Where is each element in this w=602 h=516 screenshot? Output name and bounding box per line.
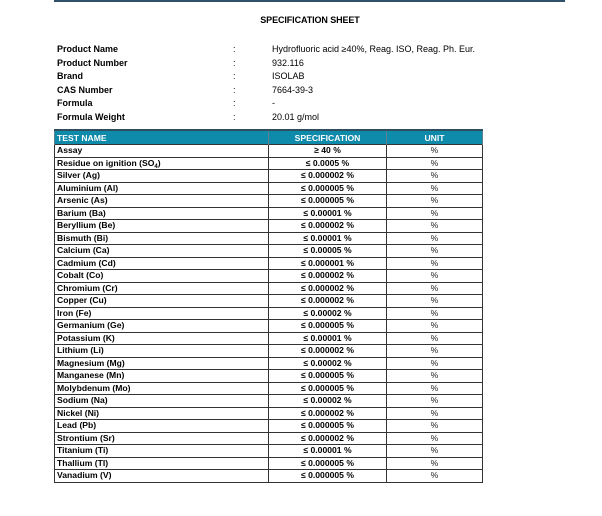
cell-test-name bbox=[55, 220, 269, 233]
table-row bbox=[55, 182, 483, 195]
info-separator: : bbox=[233, 57, 236, 68]
test-name-text: Lead (Pb) bbox=[57, 420, 97, 431]
cell-unit: % bbox=[387, 257, 483, 270]
info-value: 932.116 bbox=[272, 57, 304, 68]
table-row bbox=[55, 220, 483, 233]
cell-specification: ≤ 0.000002 % bbox=[269, 270, 387, 283]
cell-specification: ≤ 0.000002 % bbox=[269, 220, 387, 233]
test-name-text: Residue on ignition (SO bbox=[57, 157, 155, 168]
info-separator: : bbox=[233, 44, 236, 54]
cell-unit: % bbox=[387, 170, 483, 183]
table-row bbox=[55, 245, 483, 258]
cell-unit: % bbox=[387, 282, 483, 295]
table-row bbox=[55, 420, 483, 433]
table-row bbox=[55, 407, 483, 420]
cell-specification: ≤ 0.000002 % bbox=[269, 345, 387, 358]
test-name-text: Copper (Cu) bbox=[57, 295, 107, 306]
cell-unit: % bbox=[387, 182, 483, 195]
info-separator: : bbox=[233, 98, 236, 108]
info-value: - bbox=[272, 98, 275, 108]
cell-test-name bbox=[55, 145, 269, 158]
cell-test-name bbox=[55, 457, 269, 470]
specification-table bbox=[54, 129, 483, 483]
table-body bbox=[55, 145, 483, 483]
cell-test-name bbox=[55, 245, 269, 258]
table-row bbox=[55, 195, 483, 208]
info-separator: : bbox=[233, 84, 236, 95]
table-row bbox=[55, 232, 483, 245]
cell-unit: % bbox=[387, 232, 483, 245]
cell-specification: ≤ 0.000005 % bbox=[269, 182, 387, 195]
cell-specification: ≤ 0.00002 % bbox=[269, 357, 387, 370]
cell-unit: % bbox=[387, 157, 483, 170]
test-name-text: Strontium (Sr) bbox=[57, 432, 115, 443]
table-row bbox=[55, 307, 483, 320]
cell-test-name bbox=[55, 332, 269, 345]
table-row bbox=[55, 470, 483, 483]
table-row bbox=[55, 370, 483, 383]
info-value: ISOLAB bbox=[272, 71, 305, 81]
cell-test-name bbox=[55, 445, 269, 458]
test-name-text: Beryllium (Be) bbox=[57, 220, 116, 231]
test-name-text: Titanium (Ti) bbox=[57, 445, 109, 456]
test-name-text: Barium (Ba) bbox=[57, 207, 106, 218]
cell-test-name bbox=[55, 407, 269, 420]
cell-test-name bbox=[55, 345, 269, 358]
table-row bbox=[55, 145, 483, 158]
table-header-row bbox=[55, 130, 483, 145]
cell-specification: ≤ 0.000002 % bbox=[269, 282, 387, 295]
cell-unit: % bbox=[387, 432, 483, 445]
table-row bbox=[55, 345, 483, 358]
test-name-text: Chromium (Cr) bbox=[57, 282, 118, 293]
cell-test-name bbox=[55, 232, 269, 245]
test-name-suffix: ) bbox=[157, 157, 161, 168]
cell-unit: % bbox=[387, 470, 483, 483]
table-row bbox=[55, 295, 483, 308]
table-row bbox=[55, 382, 483, 395]
test-name-text: Manganese (Mn) bbox=[57, 370, 125, 381]
cell-test-name bbox=[55, 432, 269, 445]
cell-unit: % bbox=[387, 245, 483, 258]
cell-test-name bbox=[55, 320, 269, 333]
cell-test-name bbox=[55, 307, 269, 320]
info-separator: : bbox=[233, 71, 236, 81]
test-name-text: Iron (Fe) bbox=[57, 307, 92, 318]
test-name-text: Potassium (K) bbox=[57, 332, 115, 343]
cell-unit: % bbox=[387, 307, 483, 320]
cell-unit: % bbox=[387, 345, 483, 358]
cell-specification: ≤ 0.000005 % bbox=[269, 195, 387, 208]
table-row bbox=[55, 445, 483, 458]
test-name-text: Nickel (Ni) bbox=[57, 407, 100, 418]
column-header-test-name: TEST NAME bbox=[55, 130, 269, 145]
column-header-unit: UNIT bbox=[387, 130, 483, 145]
cell-specification: ≤ 0.000005 % bbox=[269, 370, 387, 383]
cell-test-name bbox=[55, 257, 269, 270]
test-name-text: Arsenic (As) bbox=[57, 195, 108, 206]
page-title: SPECIFICATION SHEET bbox=[260, 15, 360, 25]
cell-test-name bbox=[55, 382, 269, 395]
table-row bbox=[55, 157, 483, 170]
cell-specification: ≤ 0.000005 % bbox=[269, 382, 387, 395]
table-row bbox=[55, 457, 483, 470]
table-row bbox=[55, 270, 483, 283]
cell-test-name bbox=[55, 157, 269, 170]
info-label: Formula bbox=[57, 98, 93, 108]
cell-unit: % bbox=[387, 457, 483, 470]
cell-unit: % bbox=[387, 295, 483, 308]
cell-unit: % bbox=[387, 357, 483, 370]
test-name-text: Vanadium (V) bbox=[57, 470, 112, 481]
test-name-text: Assay bbox=[57, 145, 83, 156]
cell-test-name bbox=[55, 295, 269, 308]
cell-unit: % bbox=[387, 382, 483, 395]
table-row bbox=[55, 207, 483, 220]
cell-specification: ≤ 0.0005 % bbox=[269, 157, 387, 170]
info-value: Hydrofluoric acid ≥40%, Reag. ISO, Reag. Ph. Eur. bbox=[272, 44, 476, 54]
cell-test-name bbox=[55, 195, 269, 208]
cell-specification: ≤ 0.000005 % bbox=[269, 457, 387, 470]
test-name-text: Magnesium (Mg) bbox=[57, 357, 125, 368]
cell-unit: % bbox=[387, 220, 483, 233]
cell-specification: ≤ 0.00002 % bbox=[269, 307, 387, 320]
info-label: CAS Number bbox=[57, 84, 113, 95]
info-label: Brand bbox=[57, 71, 84, 81]
cell-test-name bbox=[55, 282, 269, 295]
info-value: 20.01 g/mol bbox=[272, 111, 320, 122]
cell-specification: ≤ 0.000005 % bbox=[269, 470, 387, 483]
test-name-text: Calcium (Ca) bbox=[57, 245, 110, 256]
cell-test-name bbox=[55, 270, 269, 283]
cell-specification: ≤ 0.00001 % bbox=[269, 207, 387, 220]
test-name-text: Bismuth (Bi) bbox=[57, 232, 109, 243]
cell-unit: % bbox=[387, 370, 483, 383]
info-label: Product Number bbox=[57, 57, 128, 68]
cell-specification: ≤ 0.000002 % bbox=[269, 170, 387, 183]
cell-unit: % bbox=[387, 395, 483, 408]
cell-specification: ≤ 0.000005 % bbox=[269, 420, 387, 433]
cell-unit: % bbox=[387, 270, 483, 283]
cell-test-name bbox=[55, 182, 269, 195]
cell-specification: ≤ 0.000001 % bbox=[269, 257, 387, 270]
cell-unit: % bbox=[387, 445, 483, 458]
cell-unit: % bbox=[387, 195, 483, 208]
test-name-text: Germanium (Ge) bbox=[57, 320, 125, 331]
cell-specification: ≤ 0.00005 % bbox=[269, 245, 387, 258]
cell-specification: ≤ 0.00002 % bbox=[269, 395, 387, 408]
info-separator: : bbox=[233, 111, 236, 122]
info-label: Product Name bbox=[57, 44, 119, 54]
cell-unit: % bbox=[387, 207, 483, 220]
cell-unit: % bbox=[387, 407, 483, 420]
cell-test-name bbox=[55, 395, 269, 408]
cell-test-name bbox=[55, 207, 269, 220]
test-name-text: Cadmium (Cd) bbox=[57, 257, 116, 268]
table-row bbox=[55, 357, 483, 370]
test-name-text: Lithium (Li) bbox=[57, 345, 104, 356]
cell-specification: ≥ 40 % bbox=[269, 145, 387, 158]
cell-specification: ≤ 0.00001 % bbox=[269, 445, 387, 458]
cell-test-name bbox=[55, 170, 269, 183]
table-row bbox=[55, 320, 483, 333]
test-name-text: Silver (Ag) bbox=[57, 170, 100, 181]
cell-specification: ≤ 0.000002 % bbox=[269, 432, 387, 445]
table-row bbox=[55, 170, 483, 183]
cell-specification: ≤ 0.000005 % bbox=[269, 320, 387, 333]
cell-unit: % bbox=[387, 332, 483, 345]
test-name-text: Aluminium (Al) bbox=[57, 182, 119, 193]
cell-specification: ≤ 0.00001 % bbox=[269, 232, 387, 245]
table-row bbox=[55, 395, 483, 408]
cell-test-name bbox=[55, 357, 269, 370]
table-row bbox=[55, 332, 483, 345]
subscript: 4 bbox=[154, 163, 158, 170]
info-label: Formula Weight bbox=[57, 111, 125, 122]
cell-unit: % bbox=[387, 145, 483, 158]
table-row bbox=[55, 257, 483, 270]
test-name-text: Cobalt (Co) bbox=[57, 270, 104, 281]
cell-test-name bbox=[55, 370, 269, 383]
cell-unit: % bbox=[387, 320, 483, 333]
cell-specification: ≤ 0.000002 % bbox=[269, 295, 387, 308]
test-name-text: Thallium (Tl) bbox=[57, 457, 109, 468]
info-value: 7664-39-3 bbox=[272, 84, 314, 95]
cell-specification: ≤ 0.000002 % bbox=[269, 407, 387, 420]
cell-unit: % bbox=[387, 420, 483, 433]
top-rule-divider bbox=[54, 0, 565, 2]
test-name-text: Sodium (Na) bbox=[57, 395, 108, 406]
cell-test-name bbox=[55, 420, 269, 433]
table-row bbox=[55, 282, 483, 295]
cell-specification: ≤ 0.00001 % bbox=[269, 332, 387, 345]
cell-test-name bbox=[55, 470, 269, 483]
column-header-specification: SPECIFICATION bbox=[269, 130, 387, 145]
table-row bbox=[55, 432, 483, 445]
test-name-text: Molybdenum (Mo) bbox=[57, 382, 131, 393]
